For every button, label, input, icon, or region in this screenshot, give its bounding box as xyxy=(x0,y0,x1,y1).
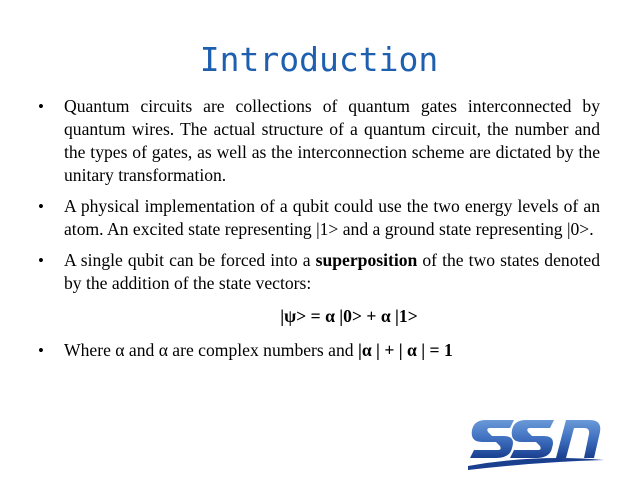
bullet-dot-icon: • xyxy=(38,197,44,216)
bullet-list xyxy=(38,95,600,362)
bullet-item-circuits xyxy=(38,95,600,187)
bullet-dot-icon: • xyxy=(38,251,44,270)
superposition-equation: |ψ> = α |0> + α |1> xyxy=(280,306,418,326)
bullet-item-complex-numbers xyxy=(38,339,600,362)
bullet-item-qubit-implementation xyxy=(38,195,600,241)
logo-s2-shape xyxy=(510,420,554,458)
bullet-text: A physical implementation of a qubit could use the two energy levels of an atom. An excited state representing |1> and a ground state representing |0>. xyxy=(64,196,600,239)
logo-s1-shape xyxy=(470,420,514,458)
slide-title: Introduction xyxy=(199,40,439,79)
normalization-equation: |α | + | α | = 1 xyxy=(357,340,453,360)
ssn-logo xyxy=(466,410,606,472)
bullet-item-superposition xyxy=(38,249,600,295)
bullet-text-before: A single qubit can be forced into a xyxy=(64,250,316,270)
bullet-dot-icon: • xyxy=(38,97,44,116)
bullet-text: Where α and α are complex numbers and xyxy=(64,340,358,360)
bullet-text-bold: superposition xyxy=(315,250,418,270)
logo-n-shape xyxy=(556,420,600,458)
bullet-text: Quantum circuits are collections of quantum gates interconnected by quantum wires. The actual structure of a quantum circuit, the number and the types of gates, as well as the interconnection scheme are dictated by the unitary transformation. xyxy=(64,96,600,185)
bullet-text-after: of the two states denoted by the addition of the state vectors: xyxy=(64,250,600,293)
bullet-dot-icon: • xyxy=(38,341,44,360)
logo-swoosh-shape xyxy=(468,458,604,470)
